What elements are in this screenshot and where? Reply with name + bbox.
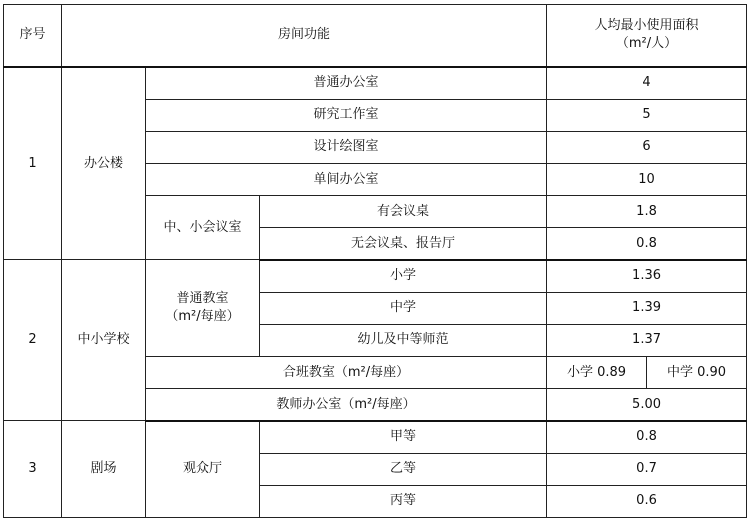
header-area: [547, 5, 747, 67]
room-label: 有会议桌: [260, 196, 547, 228]
room-value: 1.39: [547, 292, 747, 324]
room-label: 单间办公室: [146, 163, 547, 195]
header-area-unit: （m²/人）: [615, 36, 678, 52]
header-row: [4, 5, 747, 67]
room-value: 1.8: [547, 196, 747, 228]
room-label: 幼儿及中等师范: [260, 324, 547, 356]
subgroup-label: 观众厅: [146, 421, 260, 518]
room-label: 设计绘图室: [146, 131, 547, 163]
room-label: 无会议桌、报告厅: [260, 228, 547, 260]
subgroup-unit: （m²/每座）: [165, 309, 240, 325]
room-label: 丙等: [260, 485, 547, 517]
room-value: 4: [547, 67, 747, 99]
room-label: 小学: [260, 260, 547, 292]
header-function: 房间功能: [62, 5, 547, 67]
subgroup-label: [146, 260, 260, 357]
subgroup-label: 中、小会议室: [146, 196, 260, 260]
room-value: 6: [547, 131, 747, 163]
group-name: 剧场: [62, 421, 146, 518]
group-seq: 1: [4, 67, 62, 260]
room-value: 1.37: [547, 324, 747, 356]
room-value: 0.8: [547, 228, 747, 260]
room-value: 10: [547, 163, 747, 195]
room-label: 中学: [260, 292, 547, 324]
room-label: 教师办公室（m²/每座）: [146, 389, 547, 421]
room-value: 5: [547, 99, 747, 131]
table-row: [4, 260, 747, 292]
room-value-primary: 小学 0.89: [547, 357, 647, 389]
room-value: 0.7: [547, 453, 747, 485]
room-value: 1.36: [547, 260, 747, 292]
room-label: 甲等: [260, 421, 547, 453]
room-label: 普通办公室: [146, 67, 547, 99]
room-value-secondary: 中学 0.90: [647, 357, 747, 389]
table-row: [4, 67, 747, 99]
room-value: 0.6: [547, 485, 747, 517]
room-value: 5.00: [547, 389, 747, 421]
group-name: 办公楼: [62, 67, 146, 260]
header-seq: 序号: [4, 5, 62, 67]
room-label: 合班教室（m²/每座）: [146, 357, 547, 389]
table-row: [4, 421, 747, 453]
subgroup-title: 普通教室: [176, 291, 229, 307]
group-seq: 3: [4, 421, 62, 518]
group-seq: 2: [4, 260, 62, 421]
group-name: 中小学校: [62, 260, 146, 421]
room-label: 乙等: [260, 453, 547, 485]
header-area-title: 人均最小使用面积: [594, 18, 699, 34]
room-value: 0.8: [547, 421, 747, 453]
area-standard-table: [3, 4, 747, 518]
room-label: 研究工作室: [146, 99, 547, 131]
